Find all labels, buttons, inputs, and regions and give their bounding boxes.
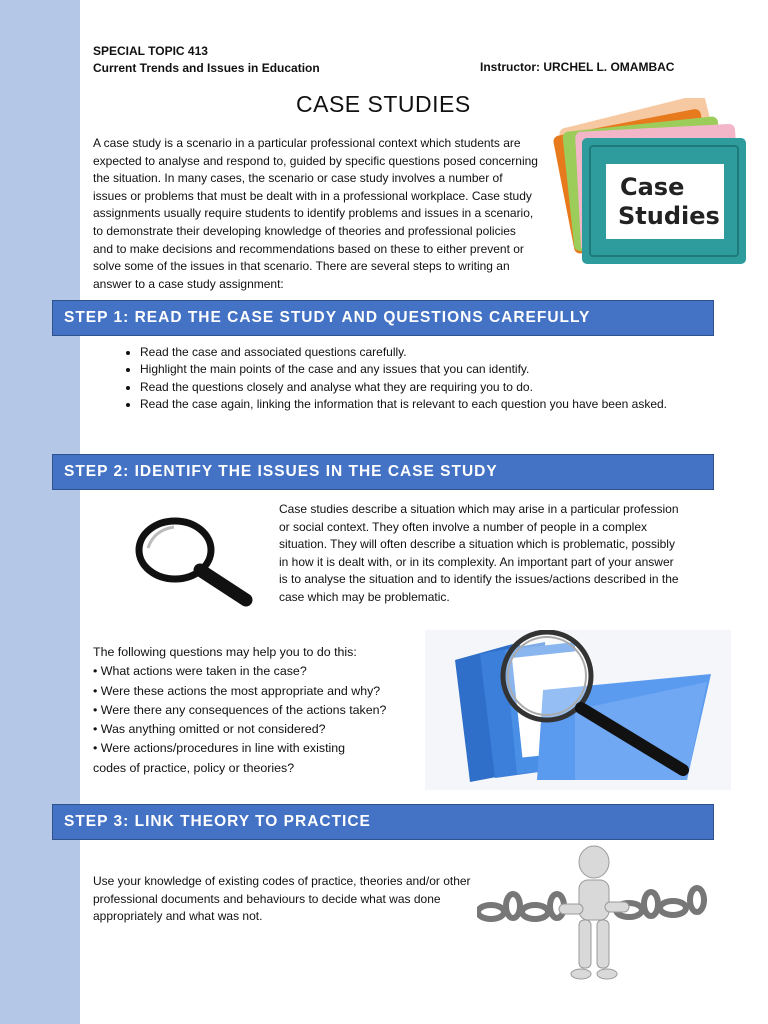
- right-chain: [616, 888, 704, 917]
- folders-magnifier-image: [425, 630, 731, 790]
- question-item: • Were actions/procedures in line with existing: [93, 741, 346, 756]
- figure-head: [579, 846, 609, 878]
- figure-left-leg: [579, 920, 591, 968]
- step1-bullet: • Highlight the main points of the case and any issues that you can identify.: [140, 361, 710, 378]
- folder-label-line2: Studies: [618, 202, 720, 230]
- figure-right-arm: [605, 902, 629, 912]
- question-item: • What actions were taken in the case?: [93, 664, 307, 679]
- instructor-name: Instructor: URCHEL L. OMAMBAC: [480, 60, 675, 74]
- page-title: CASE STUDIES: [296, 91, 471, 117]
- figure-left-foot: [571, 969, 591, 979]
- side-color-band: [0, 0, 80, 1024]
- figure-left-arm: [559, 904, 583, 914]
- course-title: Current Trends and Issues in Education: [93, 61, 320, 75]
- figure-torso: [579, 880, 609, 920]
- course-header: [93, 43, 320, 77]
- course-code: SPECIAL TOPIC 413: [93, 44, 208, 58]
- step3-paragraph: Use your knowledge of existing codes of practice, theories and/or other professional documents and behaviours to decide what was done appropriately and what was not.: [93, 874, 471, 924]
- question-item: • Was anything omitted or not considered?: [93, 722, 326, 737]
- left-chain: [478, 894, 564, 919]
- folder-label-line1: Case: [620, 173, 685, 201]
- step1-heading: STEP 1: READ THE CASE STUDY AND QUESTIONS CAREFULLY: [52, 300, 714, 336]
- magnifying-glass-icon: [128, 512, 260, 612]
- question-item: • Were there any consequences of the actions taken?: [93, 702, 387, 717]
- step1-bullet: • Read the case and associated questions carefully.: [140, 344, 710, 361]
- chain-figure-image: [477, 842, 717, 982]
- white-figure: [559, 846, 629, 979]
- question-item: • Were these actions the most appropriate and why?: [93, 683, 381, 698]
- step3-heading: STEP 3: LINK THEORY TO PRACTICE: [52, 804, 714, 840]
- questions-intro: The following questions may help you to do this:: [93, 645, 357, 659]
- step2-questions: [93, 643, 443, 778]
- glass-handle: [200, 570, 246, 600]
- step2-paragraph: Case studies describe a situation which may arise in a particular profession or social context. They often involve a number of people in a complex situation. They will often describe a situation which is problematic, possibly in how it is dealt with, or in its complexity. An important part of your answer is to analyse the situation and to identify the issues/actions described in the case which may be problematic.: [279, 502, 679, 604]
- intro-paragraph: A case study is a scenario in a particular professional context which students are expected to analyse and respond to, guided by specific questions posed concerning the situation. In many cases, the scenario or case study involves a number of issues or problems that must be dealt with in a professional workplace. Case study assignments usually require students to identify problems and issues in a scenario, to demonstrate their developing knowledge of theories and professional policies and to make decisions and recommendations based on these to either prevent or solve some of the issues in that scenario. There are several steps to writing an answer to a case study assignment:: [93, 136, 538, 291]
- figure-right-foot: [597, 969, 617, 979]
- case-studies-folders-image: [544, 98, 750, 270]
- question-item: codes of practice, policy or theories?: [93, 760, 295, 775]
- step1-bullet: • Read the questions closely and analyse what they are requiring you to do.: [140, 379, 710, 396]
- step1-bullet: • Read the case again, linking the information that is relevant to each question you have been asked.: [140, 396, 710, 413]
- step2-heading: STEP 2: IDENTIFY THE ISSUES IN THE CASE STUDY: [52, 454, 714, 490]
- step1-bullet-list: [118, 344, 710, 414]
- figure-right-leg: [597, 920, 609, 968]
